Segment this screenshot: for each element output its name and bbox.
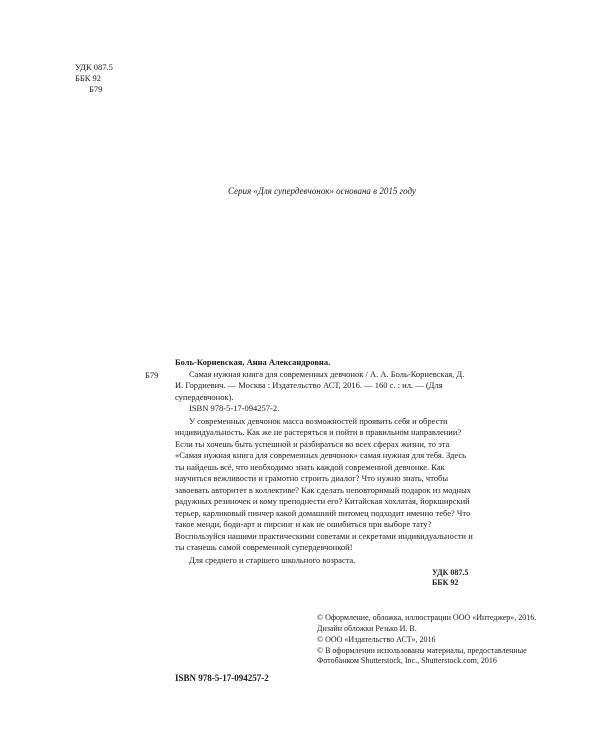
record-age-note: Для среднего и старшего школьного возраста.: [189, 554, 356, 565]
bbk-code: ББК 92: [75, 73, 102, 83]
record-author: Боль-Корневская, Анна Александровна.: [175, 357, 331, 367]
author-mark: Б79: [89, 84, 103, 94]
udk-code: УДК 087.5: [75, 62, 113, 72]
record-annotation: У современных девчонок масса возможностей проявить себя и обрести индивидуальность. Как же не растеряться и пойти в правильном направлении? Если ты хочешь быть успешной и разбираться во всех сферах жизни, то эта «Самая нужная книга для современных девчонок» самая нужная для тебя. Здесь ты найдешь всё, что необходимо знать каждой современной девчонке. Как научиться вежливости и грамотно строить диалог? Что нужно знать, чтобы завоевать авторитет в коллективе? Как сделать неповторимый подарок из модных радужных резиночек и кому преподнести его? Китайская хохлатая, йоркширский терьер, карликовый пинчер какой домашний питомец подходит именно тебе? Что такое менди, боди-арт и пирсинг и как не ошибиться при выборе тату? Воспользуйся нашими практическими советами и секретами индивидуальности и ты станешь самой современной супердевчонкой!: [175, 415, 473, 552]
top-classification-codes: [75, 62, 113, 95]
bibliographic-record: [175, 357, 473, 566]
copyright-line: © ООО «Издательство АСТ», 2016: [317, 635, 436, 644]
bottom-udk-code: УДК 087.5: [432, 568, 469, 577]
isbn-bottom: ISBN 978-5-17-094257-2: [175, 673, 269, 683]
record-isbn: ISBN 978-5-17-094257-2.: [189, 403, 280, 413]
copyright-line: Дизайн обложки Резько И. В.: [317, 624, 417, 633]
bottom-classification-codes: [432, 568, 468, 588]
copyright-line: © В оформлении использованы материалы, предоставленные Фотобанком Shutterstock, Inc., Shutterstock.com, 2016: [317, 646, 527, 665]
bottom-bbk-code: ББК 92: [432, 578, 459, 587]
series-note: Серия «Для супердевчонок» основана в 2015 году: [228, 186, 416, 196]
copyright-block: [317, 613, 537, 667]
record-author-mark: Б79: [145, 370, 159, 380]
record-description: Самая нужная книга для современных девчонок / А. А. Боль-Корневская, Д. И. Гордиевич. — Москва : Издательство АСТ, 2016. — 160 с. : ил. — (Для супердевчонок).: [175, 368, 465, 402]
copyright-line: © Оформление, обложка, иллюстрации ООО «Интеджер», 2016.: [317, 613, 537, 622]
